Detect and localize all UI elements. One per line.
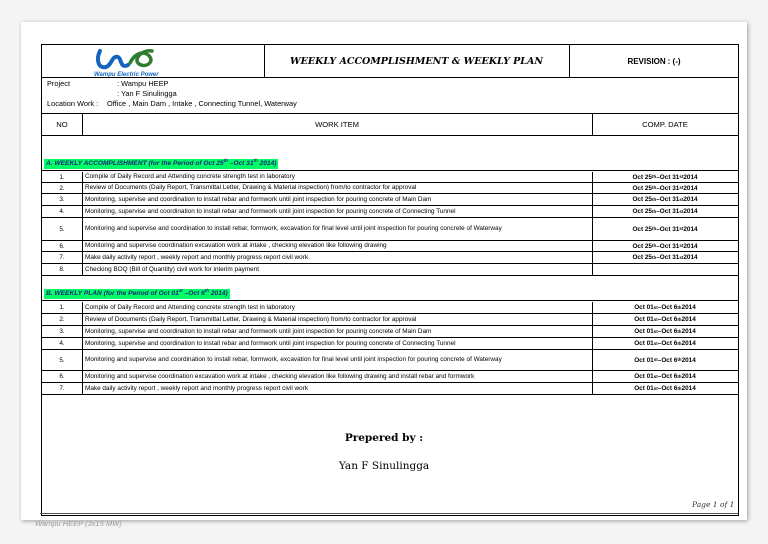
row-work-item: Monitoring and supervise and coordination to install rebar, formwork, excavation for final level until joint inspection for pouring concrete of Waterway xyxy=(82,350,593,370)
section-a-header xyxy=(42,158,738,171)
table-row xyxy=(42,206,738,218)
row-comp-date: Oct 01 st –Oct 6 th 2014 xyxy=(634,340,696,347)
row-comp-date: Oct 25 th –Oct 31 st 2014 xyxy=(632,242,698,250)
row-work-item: Monitoring and supervise and coordination to install rebar, formwork, excavation for final level until joint inspection for pouring concrete of Waterway xyxy=(82,218,593,240)
table-row xyxy=(42,371,738,383)
row-number: 5. xyxy=(42,350,83,370)
row-number: 2. xyxy=(42,314,83,325)
table-row xyxy=(42,350,738,371)
engineer-value: : Yan F Sinulingga xyxy=(117,89,177,98)
row-work-item: Compile of Daily Record and Attending concrete strength test in laboratory xyxy=(82,172,593,182)
location-value: Office , Main Dam , Intake , Connecting Tunnel, Waterway xyxy=(107,99,297,108)
revision-cell xyxy=(570,45,738,77)
table-row xyxy=(42,172,738,183)
row-work-item: Review of Documents (Daily Report, Transmittal Letter, Drawing & Material inspection) from/to contractor for approval xyxy=(82,183,593,193)
section-b-label: B. WEEKLY PLAN (for the Period of Oct 01st –Oct 6th 2014) xyxy=(46,287,228,297)
row-comp-date: Oct 01 st –Oct 6 th 2014 xyxy=(634,385,696,392)
row-number: 7. xyxy=(42,383,83,394)
row-comp-date xyxy=(592,264,738,275)
row-work-item: Monitoring, supervise and coordination to install rebar and formwork until joint inspection for pouring concrete of Main Dam xyxy=(82,194,593,205)
revision-value: : (-) xyxy=(667,56,681,66)
row-number: 6. xyxy=(42,371,83,382)
report-title: WEEKLY ACCOMPLISHMENT & WEEKLY PLAN xyxy=(264,45,570,77)
row-work-item: Monitoring and supervise coordination excavation work at intake , checking elevation like following drawing xyxy=(82,241,593,251)
table-row xyxy=(42,383,738,395)
footer-divider xyxy=(40,513,738,514)
table-row xyxy=(42,326,738,338)
row-comp-date: Oct 25 th –Oct 31 st 2014 xyxy=(632,184,698,192)
row-number: 8. xyxy=(42,264,83,275)
report-header xyxy=(42,45,738,78)
table-row xyxy=(42,264,738,276)
row-comp-date: Oct 01 st –Oct 6 th 2014 xyxy=(634,356,696,364)
row-work-item: Make daily activity report , weekly report and monthly progress report civil work xyxy=(82,383,593,394)
row-comp-date: Oct 25 th –Oct 31 st 2014 xyxy=(632,173,698,181)
row-number: 2. xyxy=(42,183,83,193)
location-label: Location Work : xyxy=(47,99,99,108)
row-number: 1. xyxy=(42,302,83,313)
report-frame xyxy=(41,44,739,516)
section-a-label: A. WEEKLY ACCOMPLISHMENT (for the Period of Oct 25th –Oct 31th 2014) xyxy=(46,157,277,167)
table-row xyxy=(42,183,738,194)
row-number: 4. xyxy=(42,206,83,217)
column-no: NO xyxy=(42,114,83,135)
column-header-row xyxy=(42,113,738,136)
project-label: Project xyxy=(47,79,71,88)
row-number: 3. xyxy=(42,194,83,205)
prepared-by-label: Prepered by : xyxy=(344,432,424,444)
preparer-name: Yan F Sinulingga xyxy=(338,460,430,472)
row-number: 4. xyxy=(42,338,83,349)
page-number: Page 1 of 1 xyxy=(692,500,735,509)
section-b-header xyxy=(42,288,738,301)
row-comp-date: Oct 25 th –Oct 31 st 2014 xyxy=(632,208,698,215)
row-comp-date: Oct 01 st –Oct 6 th 2014 xyxy=(634,328,696,335)
row-number: 5. xyxy=(42,218,83,240)
revision-label: REVISION xyxy=(627,56,666,66)
row-comp-date: Oct 25 th –Oct 31 st 2014 xyxy=(632,196,698,203)
row-number: 6. xyxy=(42,241,83,251)
footer-text: Wampu HEEP (3x15 MW) xyxy=(35,519,122,528)
row-comp-date: Oct 01 st –Oct 6 th 2014 xyxy=(634,316,696,323)
row-work-item: Monitoring, supervise and coordination to install rebar and formwork until joint inspection for pouring concrete of Connecting Tunnel xyxy=(82,338,593,349)
row-comp-date: Oct 25 th –Oct 31 st 2014 xyxy=(632,225,698,233)
row-number: 1. xyxy=(42,172,83,182)
company-logo-icon xyxy=(92,45,202,77)
row-work-item: Monitoring, supervise and coordination to install rebar and formwork until joint inspection for pouring concrete of Main Dam xyxy=(82,326,593,337)
row-number: 7. xyxy=(42,252,83,263)
row-comp-date: Oct 01 st –Oct 6 th 2014 xyxy=(634,304,696,311)
project-info xyxy=(47,79,297,109)
table-row xyxy=(42,194,738,206)
row-comp-date: Oct 01 st –Oct 6 th 2014 xyxy=(634,373,696,380)
logo-cell xyxy=(42,45,265,77)
table-row xyxy=(42,302,738,314)
project-value: : Wampu HEEP xyxy=(117,79,169,88)
table-row xyxy=(42,338,738,350)
table-row xyxy=(42,241,738,252)
table-row xyxy=(42,314,738,326)
row-work-item: Monitoring and supervise coordination excavation work at intake , checking elevation like following drawing and install rebar and formwork xyxy=(82,371,593,382)
row-number: 3. xyxy=(42,326,83,337)
column-work-item: WORK ITEM xyxy=(82,114,593,135)
row-work-item: Monitoring, supervise and coordination to install rebar and formwork until joint inspection for pouring concrete of Connecting Tunnel xyxy=(82,206,593,217)
row-comp-date: Oct 25 th –Oct 31 st 2014 xyxy=(632,254,698,261)
table-row xyxy=(42,218,738,241)
row-work-item: Review of Documents (Daily Report, Transmittal Letter, Drawing & Material inspection) from/to contractor for approval xyxy=(82,314,593,325)
row-work-item: Make daily activity report , weekly report and monthly progress report civil work xyxy=(82,252,593,263)
document-page xyxy=(21,22,747,520)
logo-caption: Wampu Electric Power xyxy=(94,72,159,77)
row-work-item: Compile of Daily Record and Attending concrete strength test in laboratory xyxy=(82,302,593,313)
table-row xyxy=(42,252,738,264)
column-comp-date: COMP. DATE xyxy=(642,120,688,129)
row-work-item: Checking BOQ (Bill of Quantity) civil work for interim payment xyxy=(82,264,593,275)
